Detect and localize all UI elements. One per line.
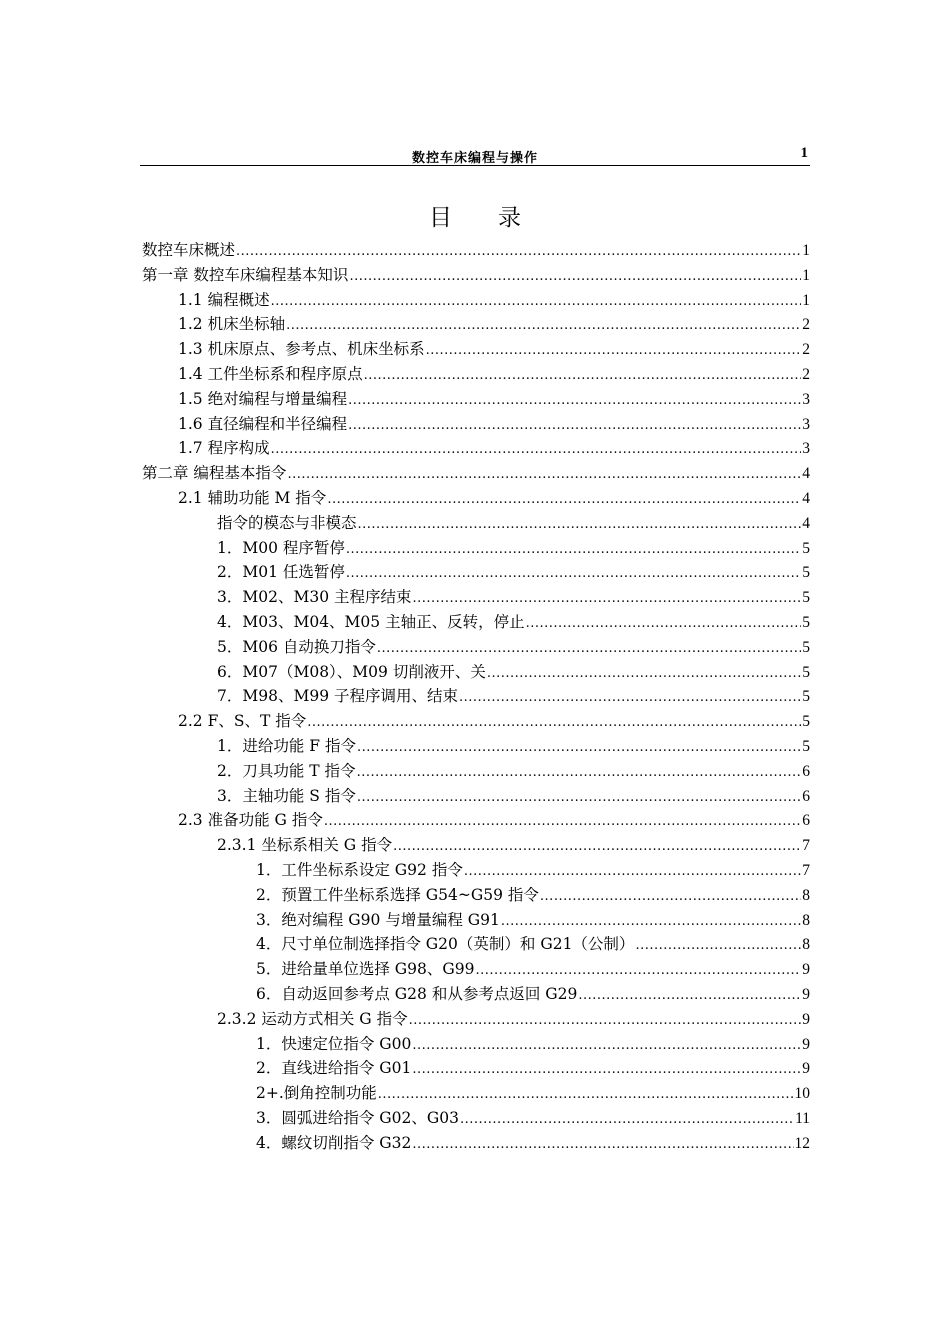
toc-entry-page: 6 bbox=[802, 787, 810, 805]
toc-entry[interactable] bbox=[140, 337, 810, 362]
toc-entry[interactable] bbox=[140, 362, 810, 387]
toc-entry-text: 2．M01 任选暂停 bbox=[217, 563, 345, 582]
toc-entry[interactable] bbox=[140, 684, 810, 709]
toc-entry[interactable] bbox=[140, 858, 810, 883]
toc-dot-leader bbox=[412, 1034, 801, 1059]
toc-entry-page: 5 bbox=[802, 613, 810, 631]
toc-entry[interactable] bbox=[140, 1056, 810, 1081]
toc-entry-text: 4．螺纹切削指令 G32 bbox=[256, 1133, 412, 1152]
toc-dot-leader bbox=[412, 1058, 801, 1083]
toc-entry-text: 2．预置工件坐标系选择 G54~G59 指令 bbox=[256, 885, 539, 904]
toc-entry[interactable] bbox=[140, 610, 810, 635]
toc-entry-page: 4 bbox=[802, 465, 810, 483]
toc-entry-page: 3 bbox=[802, 440, 810, 458]
toc-entry[interactable] bbox=[140, 436, 810, 461]
toc-entry-page: 6 bbox=[802, 812, 810, 830]
toc-entry-page: 7 bbox=[802, 837, 810, 855]
toc-dot-leader bbox=[307, 711, 801, 736]
toc-dot-leader bbox=[358, 513, 801, 538]
toc-entry[interactable] bbox=[140, 1131, 810, 1156]
toc-entry[interactable] bbox=[140, 461, 810, 486]
toc-entry-page: 5 bbox=[802, 713, 810, 731]
toc-entry[interactable] bbox=[140, 1081, 810, 1106]
toc-entry-text: 6．自动返回参考点 G28 和从参考点返回 G29 bbox=[256, 984, 578, 1003]
toc-entry-text: 1．进给功能 F 指令 bbox=[217, 736, 356, 755]
toc-dot-leader bbox=[324, 810, 801, 835]
toc-entry-text: 2.3.1 坐标系相关 G 指令 bbox=[217, 836, 393, 855]
toc-entry-text: 3．圆弧进给指令 G02、G03 bbox=[256, 1108, 459, 1127]
toc-entry-text: 4．M03、M04、M05 主轴正、反转，停止 bbox=[217, 612, 525, 631]
toc-entry-text: 1.1 编程概述 bbox=[178, 290, 270, 309]
toc-entry[interactable] bbox=[140, 560, 810, 585]
toc-entry-text: 1.6 直径编程和半径编程 bbox=[178, 414, 348, 433]
toc-entry[interactable] bbox=[140, 660, 810, 685]
toc-entry[interactable] bbox=[140, 1007, 810, 1032]
toc-entry-text: 1．工件坐标系设定 G92 指令 bbox=[256, 860, 463, 879]
toc-list bbox=[140, 238, 810, 1155]
toc-entry-text: 2.1 辅助功能 M 指令 bbox=[178, 488, 327, 507]
toc-dot-leader bbox=[349, 265, 801, 290]
toc-entry-text: 6．M07（M08）、M09 切削液开、关 bbox=[217, 662, 486, 681]
toc-dot-leader bbox=[271, 290, 801, 315]
toc-entry-page: 1 bbox=[802, 266, 810, 284]
toc-entry[interactable] bbox=[140, 412, 810, 437]
toc-entry[interactable] bbox=[140, 635, 810, 660]
toc-entry-page: 4 bbox=[802, 489, 810, 507]
toc-entry-text: 1.3 机床原点、参考点、机床坐标系 bbox=[178, 340, 425, 359]
toc-entry-page: 2 bbox=[802, 341, 810, 359]
toc-entry-page: 9 bbox=[802, 1035, 810, 1053]
toc-dot-leader bbox=[271, 438, 801, 463]
toc-entry-text: 3．绝对编程 G90 与增量编程 G91 bbox=[256, 910, 500, 929]
toc-entry-page: 5 bbox=[802, 638, 810, 656]
toc-dot-leader bbox=[476, 959, 802, 984]
toc-entry[interactable] bbox=[140, 759, 810, 784]
toc-entry-text: 第二章 编程基本指令 bbox=[142, 464, 287, 483]
toc-entry-page: 2 bbox=[802, 316, 810, 334]
toc-entry[interactable] bbox=[140, 1032, 810, 1057]
toc-entry-page: 5 bbox=[802, 539, 810, 557]
toc-dot-leader bbox=[348, 389, 801, 414]
toc-entry[interactable] bbox=[140, 932, 810, 957]
toc-dot-leader bbox=[459, 686, 801, 711]
toc-entry-page: 9 bbox=[802, 961, 810, 979]
toc-dot-leader bbox=[377, 637, 801, 662]
toc-entry-text: 2+.倒角控制功能 bbox=[256, 1084, 377, 1103]
toc-entry[interactable] bbox=[140, 957, 810, 982]
toc-dot-leader bbox=[348, 414, 801, 439]
toc-entry-text: 5．M06 自动换刀指令 bbox=[217, 637, 376, 656]
header-page-number: 1 bbox=[800, 145, 808, 161]
toc-entry[interactable] bbox=[140, 238, 810, 263]
toc-entry-text: 7．M98、M99 子程序调用、结束 bbox=[217, 687, 458, 706]
toc-dot-leader bbox=[526, 612, 801, 637]
toc-entry-text: 数控车床概述 bbox=[142, 241, 236, 259]
toc-entry-text: 3．主轴功能 S 指令 bbox=[217, 786, 356, 805]
toc-dot-leader bbox=[364, 364, 801, 389]
toc-dot-leader bbox=[412, 1133, 793, 1158]
toc-entry[interactable] bbox=[140, 982, 810, 1007]
toc-entry[interactable] bbox=[140, 387, 810, 412]
toc-entry[interactable] bbox=[140, 808, 810, 833]
toc-entry-page: 6 bbox=[802, 762, 810, 780]
toc-entry-page: 3 bbox=[802, 415, 810, 433]
toc-dot-leader bbox=[346, 538, 801, 563]
toc-entry-text: 3．M02、M30 主程序结束 bbox=[217, 588, 412, 607]
toc-dot-leader bbox=[357, 761, 801, 786]
toc-entry-page: 4 bbox=[802, 514, 810, 532]
toc-entry-text: 1.7 程序构成 bbox=[178, 439, 270, 458]
toc-entry-text: 2．刀具功能 T 指令 bbox=[217, 761, 356, 780]
toc-entry-text: 5．进给量单位选择 G98、G99 bbox=[256, 960, 475, 979]
toc-dot-leader bbox=[460, 1108, 794, 1133]
toc-title: 目录 bbox=[429, 205, 567, 231]
toc-dot-leader bbox=[357, 786, 801, 811]
toc-dot-leader bbox=[393, 835, 801, 860]
toc-entry-page: 5 bbox=[802, 663, 810, 681]
toc-dot-leader bbox=[540, 885, 801, 910]
toc-entry-text: 1．快速定位指令 G00 bbox=[256, 1034, 412, 1053]
toc-entry-text: 2.3 准备功能 G 指令 bbox=[178, 811, 323, 830]
toc-dot-leader bbox=[412, 587, 801, 612]
toc-entry-page: 3 bbox=[802, 390, 810, 408]
toc-entry-text: 指令的模态与非模态 bbox=[217, 513, 357, 532]
toc-entry-page: 9 bbox=[802, 1060, 810, 1078]
toc-dot-leader bbox=[286, 314, 801, 339]
toc-entry-text: 1.5 绝对编程与增量编程 bbox=[178, 389, 348, 408]
toc-entry-text: 2.2 F、S、T 指令 bbox=[178, 712, 307, 731]
toc-dot-leader bbox=[236, 240, 801, 265]
toc-entry[interactable] bbox=[140, 263, 810, 288]
toc-entry-page: 5 bbox=[802, 589, 810, 607]
toc-dot-leader bbox=[487, 662, 801, 687]
toc-entry-text: 2．直线进给指令 G01 bbox=[256, 1059, 412, 1078]
toc-entry-page: 8 bbox=[802, 936, 810, 954]
toc-entry-page: 5 bbox=[802, 737, 810, 755]
toc-dot-leader bbox=[578, 984, 801, 1009]
running-header bbox=[140, 145, 810, 166]
toc-entry-page: 9 bbox=[802, 985, 810, 1003]
toc-entry-page: 2 bbox=[802, 365, 810, 383]
toc-entry[interactable] bbox=[140, 833, 810, 858]
toc-dot-leader bbox=[287, 463, 801, 488]
toc-entry-page: 1 bbox=[802, 242, 810, 259]
toc-dot-leader bbox=[635, 934, 801, 959]
toc-dot-leader bbox=[327, 488, 801, 513]
toc-entry-page: 11 bbox=[795, 1109, 810, 1127]
toc-entry[interactable] bbox=[140, 709, 810, 734]
toc-entry[interactable] bbox=[140, 585, 810, 610]
toc-entry[interactable] bbox=[140, 784, 810, 809]
toc-entry-page: 9 bbox=[802, 1010, 810, 1028]
toc-entry[interactable] bbox=[140, 908, 810, 933]
toc-entry-page: 5 bbox=[802, 564, 810, 582]
toc-entry[interactable] bbox=[140, 883, 810, 908]
toc-dot-leader bbox=[409, 1009, 801, 1034]
toc-entry-text: 第一章 数控车床编程基本知识 bbox=[142, 265, 349, 284]
toc-dot-leader bbox=[426, 339, 801, 364]
toc-dot-leader bbox=[346, 562, 801, 587]
toc-entry-page: 1 bbox=[802, 291, 810, 309]
toc-entry[interactable] bbox=[140, 288, 810, 313]
toc-entry-page: 12 bbox=[794, 1134, 810, 1152]
toc-dot-leader bbox=[464, 860, 801, 885]
toc-entry[interactable] bbox=[140, 312, 810, 337]
toc-dot-leader bbox=[501, 910, 801, 935]
toc-entry[interactable] bbox=[140, 1106, 810, 1131]
toc-entry-page: 8 bbox=[802, 886, 810, 904]
toc-entry-page: 7 bbox=[802, 861, 810, 879]
toc-dot-leader bbox=[357, 736, 801, 761]
toc-entry[interactable] bbox=[140, 511, 810, 536]
toc-entry-text: 4．尺寸单位制选择指令 G20（英制）和 G21（公制） bbox=[256, 935, 635, 954]
toc-entry[interactable] bbox=[140, 486, 810, 511]
toc-dot-leader bbox=[378, 1083, 794, 1108]
toc-entry-text: 2.3.2 运动方式相关 G 指令 bbox=[217, 1009, 408, 1028]
toc-entry-text: 1．M00 程序暂停 bbox=[217, 538, 345, 557]
toc-entry-page: 10 bbox=[794, 1085, 810, 1103]
toc-entry[interactable] bbox=[140, 734, 810, 759]
header-title: 数控车床编程与操作 bbox=[411, 151, 538, 166]
toc-entry[interactable] bbox=[140, 536, 810, 561]
toc-entry-text: 1.4 工件坐标系和程序原点 bbox=[178, 364, 363, 383]
toc-entry-text: 1.2 机床坐标轴 bbox=[178, 315, 286, 334]
toc-entry-page: 8 bbox=[802, 911, 810, 929]
toc-entry-page: 5 bbox=[802, 688, 810, 706]
